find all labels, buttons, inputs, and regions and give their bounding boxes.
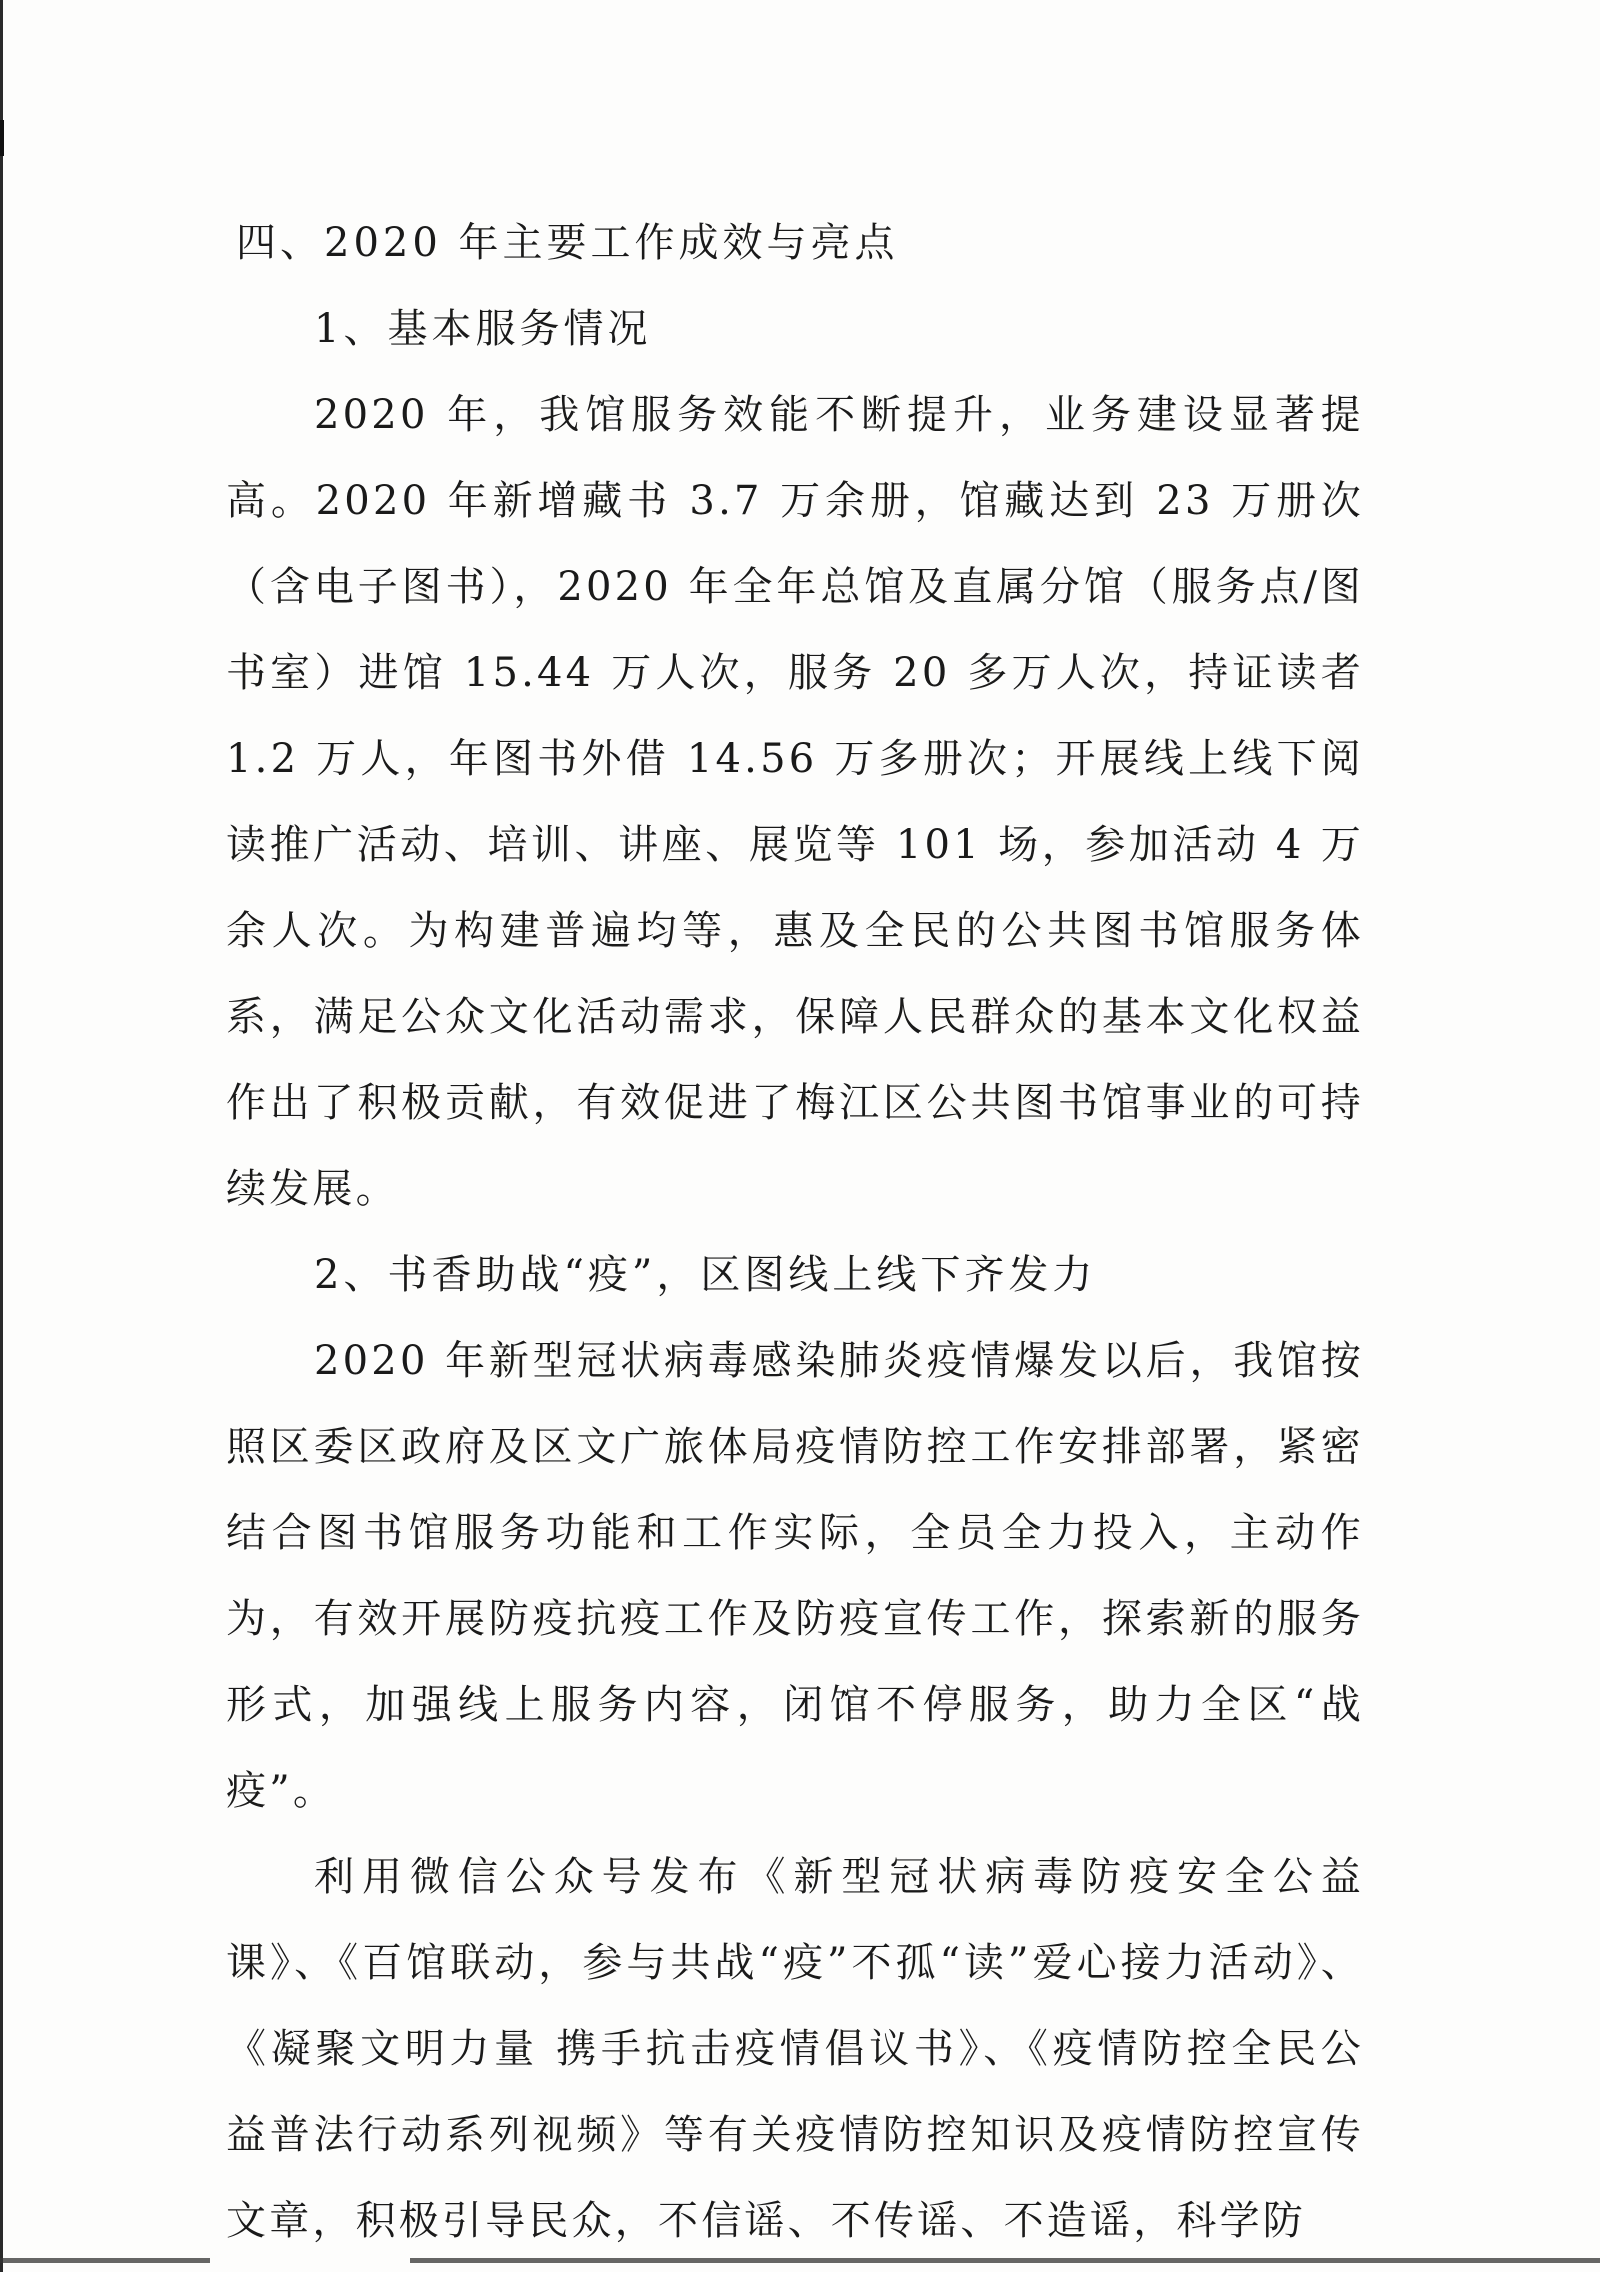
- scan-edge-left: [0, 0, 3, 2272]
- document-body: [226, 200, 1364, 2264]
- paragraph-basic-service: 2020 年，我馆服务效能不断提升，业务建设显著提高。2020 年新增藏书 3.7 万余册，馆藏达到 23 万册次（含电子图书），2020 年全年总馆及直属分馆（服务点/图书室）进馆 15.44 万人次，服务 20 多万人次，持证读者 1.2 万人，年图书外借 14.56 万多册次；开展线上线下阅读推广活动、培训、讲座、展览等 101 场，参加活动 4 万余人次。为构建普遍均等，惠及全民的公共图书馆服务体系，满足公众文化活动需求，保障人民群众的基本文化权益作出了积极贡献，有效促进了梅江区公共图书馆事业的可持续发展。: [226, 392, 1364, 1212]
- section-heading: 四、2020 年主要工作成效与亮点: [236, 220, 899, 266]
- scan-mark: [0, 120, 4, 156]
- paragraph-wechat-publications: 利用微信公众号发布《新型冠状病毒防疫安全公益课》、《百馆联动，参与共战“疫”不孤“读”爱心接力活动》、《凝聚文明力量 携手抗击疫情倡议书》、《疫情防控全民公益普法行动系列视频》等有关疫情防控知识及疫情防控宣传文章，积极引导民众，不信谣、不传谣、不造谣，科学防: [226, 1854, 1364, 2244]
- paragraph-epidemic-response: 2020 年新型冠状病毒感染肺炎疫情爆发以后，我馆按照区委区政府及区文广旅体局疫情防控工作安排部署，紧密结合图书馆服务功能和工作实际，全员全力投入，主动作为，有效开展防疫抗疫工作及防疫宣传工作，探索新的服务形式，加强线上服务内容，闭馆不停服务，助力全区“战疫”。: [226, 1338, 1364, 1814]
- subsection-heading-2: 2、书香助战“疫”，区图线上线下齐发力: [314, 1252, 1097, 1298]
- subsection-heading-1: 1、基本服务情况: [314, 306, 652, 352]
